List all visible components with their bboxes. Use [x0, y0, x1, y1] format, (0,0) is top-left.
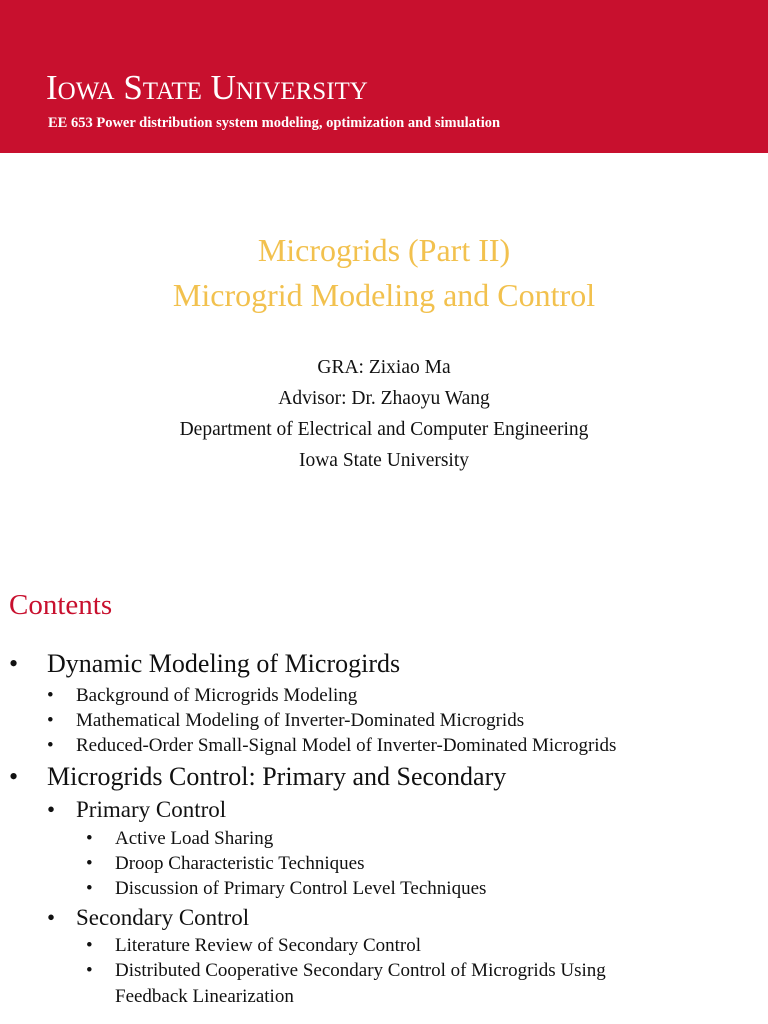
- list-item-label: Dynamic Modeling of Microgirds: [47, 649, 401, 678]
- bullet-icon: •: [86, 960, 93, 981]
- bullet-icon: •: [47, 685, 54, 706]
- list-item-label: Feedback Linearization: [115, 986, 294, 1007]
- slide-title-line-2: Microgrid Modeling and Control: [172, 277, 596, 313]
- list-item-label: Mathematical Modeling of Inverter-Dominated Microgrids: [76, 710, 525, 731]
- bullet-icon: •: [47, 797, 56, 822]
- contents-heading: Contents: [9, 589, 113, 621]
- slide-title-line-1: Microgrids (Part II): [257, 232, 511, 268]
- list-item-label: Droop Characteristic Techniques: [115, 853, 365, 874]
- university-wordmark: Iowa State University: [46, 68, 368, 107]
- advisor-name: Advisor: Dr. Zhaoyu Wang: [278, 388, 490, 409]
- list-item-label: Reduced-Order Small-Signal Model of Inverter-Dominated Microgrids: [76, 735, 617, 756]
- course-title: EE 653 Power distribution system modeling, optimization and simulation: [48, 115, 501, 131]
- header-banner: [0, 0, 768, 153]
- list-item-label: Primary Control: [76, 797, 227, 822]
- bullet-icon: •: [86, 878, 93, 899]
- list-item-label: Secondary Control: [76, 905, 250, 930]
- list-item-label: Background of Microgrids Modeling: [76, 685, 358, 706]
- list-item-label: Active Load Sharing: [115, 828, 274, 849]
- bullet-icon: •: [47, 735, 54, 756]
- bullet-icon: •: [47, 905, 56, 930]
- bullet-icon: •: [86, 828, 93, 849]
- university-name: Iowa State University: [298, 450, 470, 471]
- list-item-label: Literature Review of Secondary Control: [115, 935, 422, 956]
- list-item-label: Discussion of Primary Control Level Techniques: [115, 878, 487, 899]
- bullet-icon: •: [9, 762, 19, 791]
- department-name: Department of Electrical and Computer Engineering: [179, 419, 589, 440]
- list-item-label: Microgrids Control: Primary and Secondary: [47, 762, 507, 791]
- bullet-icon: •: [47, 710, 54, 731]
- gra-name: GRA: Zixiao Ma: [317, 357, 451, 378]
- list-item-label: Distributed Cooperative Secondary Control of Microgrids Using: [115, 960, 606, 981]
- bullet-icon: •: [9, 649, 19, 678]
- bullet-icon: •: [86, 935, 93, 956]
- bullet-icon: •: [86, 853, 93, 874]
